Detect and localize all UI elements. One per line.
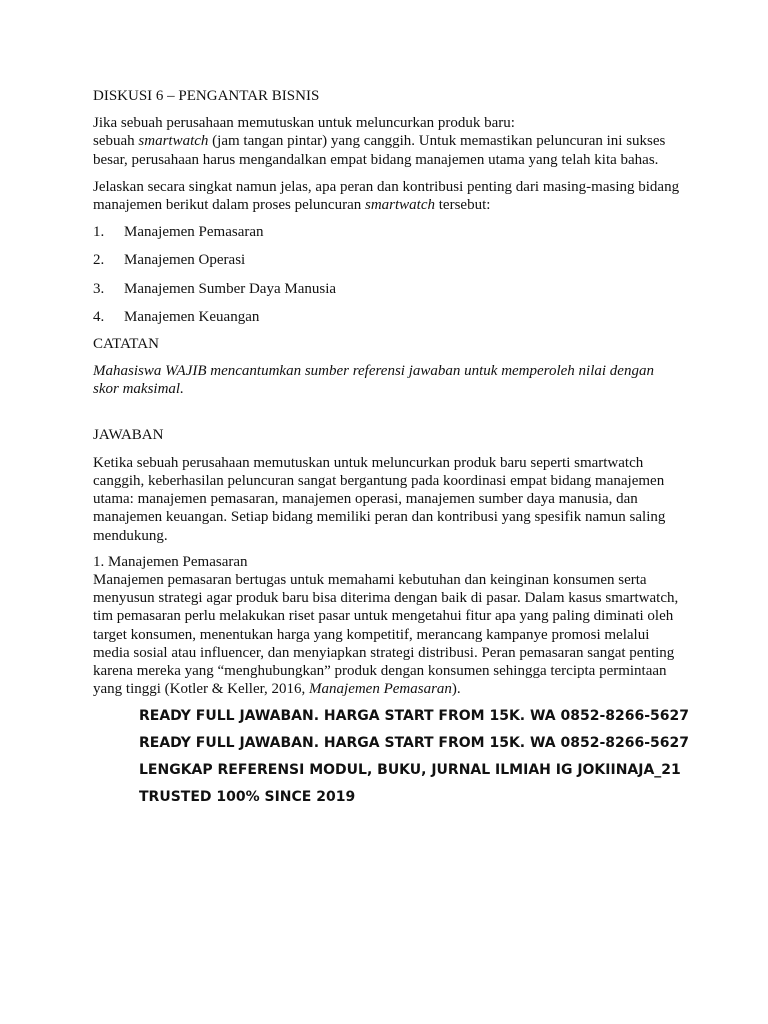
catatan-heading: CATATAN (93, 336, 159, 353)
intro-text-1: Jika sebuah perusahaan memutuskan untuk meluncurkan produk baru: (93, 115, 515, 132)
promo-block (139, 707, 690, 806)
intro-text-2: sebuah (93, 133, 139, 150)
question-paragraph (93, 178, 683, 214)
promo-line: LENGKAP REFERENSI MODUL, BUKU, JURNAL ILMIAH IG JOKIINAJA_21 (139, 762, 681, 779)
section-body-pemasaran (93, 571, 683, 698)
intro-text-3: (jam tangan pintar) yang canggih. Untuk memastikan peluncuran ini sukses besar, perusahaan harus mengandalkan empat bidang manajemen utama yang telah kita bahas. (93, 133, 666, 168)
list-number: 2. (93, 252, 105, 269)
list-item (93, 251, 683, 269)
list-label: Manajemen Keuangan (124, 308, 260, 325)
list-item (93, 280, 683, 298)
list-label: Manajemen Sumber Daya Manusia (124, 280, 337, 297)
intro-paragraph (93, 114, 683, 169)
section-body-end: ). (451, 681, 461, 698)
list-number: 4. (93, 308, 105, 325)
promo-line: TRUSTED 100% SINCE 2019 (139, 789, 356, 806)
section-heading-pemasaran: 1. Manajemen Pemasaran (93, 553, 248, 570)
list-number: 3. (93, 280, 105, 297)
list-label: Manajemen Pemasaran (124, 224, 264, 241)
jawaban-heading: JAWABAN (93, 426, 164, 443)
question-text-1: Jelaskan secara singkat namun jelas, apa peran dan kontribusi penting dari masing-masing bidang manajemen berikut dalam proses peluncuran (93, 178, 680, 214)
section-body-text: Manajemen pemasaran bertugas untuk memahami kebutuhan dan keinginan konsumen serta menyusun strategi agar produk baru bisa diterima dengan baik di pasar. Dalam kasus smartwatch, tim pemasaran perlu melakukan riset pasar untuk mengetahui fitur apa yang paling diminati oleh target konsumen, menentukan harga yang kompetitif, merancang kampanye promosi melalui media sosial atau influencer, dan menyiapkan strategi distribusi. Peran pemasaran sangat penting karena mereka yang “menghubungkan” produk dengan konsumen sehingga tercipta permintaan yang tinggi (Kotler & Keller, 2016, (93, 572, 679, 698)
intro-italic-smartwatch: smartwatch (138, 133, 209, 150)
promo-line: READY FULL JAWABAN. HARGA START FROM 15K. WA 0852-8266-5627 (139, 708, 690, 725)
citation-italic: Manajemen Pemasaran (309, 681, 452, 698)
list-number: 1. (93, 224, 105, 241)
list-label: Manajemen Operasi (124, 252, 246, 269)
promo-line: READY FULL JAWABAN. HARGA START FROM 15K. WA 0852-8266-5627 (139, 735, 690, 752)
document-page (93, 87, 690, 815)
question-text-2: tersebut: (435, 197, 491, 214)
catatan-body: Mahasiswa WAJIB mencantumkan sumber referensi jawaban untuk memperoleh nilai dengan skor maksimal. (93, 363, 654, 398)
list-item (93, 223, 683, 241)
list-item (93, 308, 683, 326)
question-italic-smartwatch: smartwatch (365, 197, 436, 214)
jawaban-intro-paragraph: Ketika sebuah perusahaan memutuskan untuk meluncurkan produk baru seperti smartwatch canggih, keberhasilan peluncuran sangat bergantung pada koordinasi empat bidang manajemen utama: manajemen pemasaran, manajemen operasi, manajemen sumber daya manusia, dan manajemen keuangan. Setiap bidang memiliki peran dan kontribusi yang spesifik namun saling mendukung. (93, 454, 666, 544)
management-list (93, 223, 683, 326)
document-title: DISKUSI 6 – PENGANTAR BISNIS (93, 88, 320, 104)
